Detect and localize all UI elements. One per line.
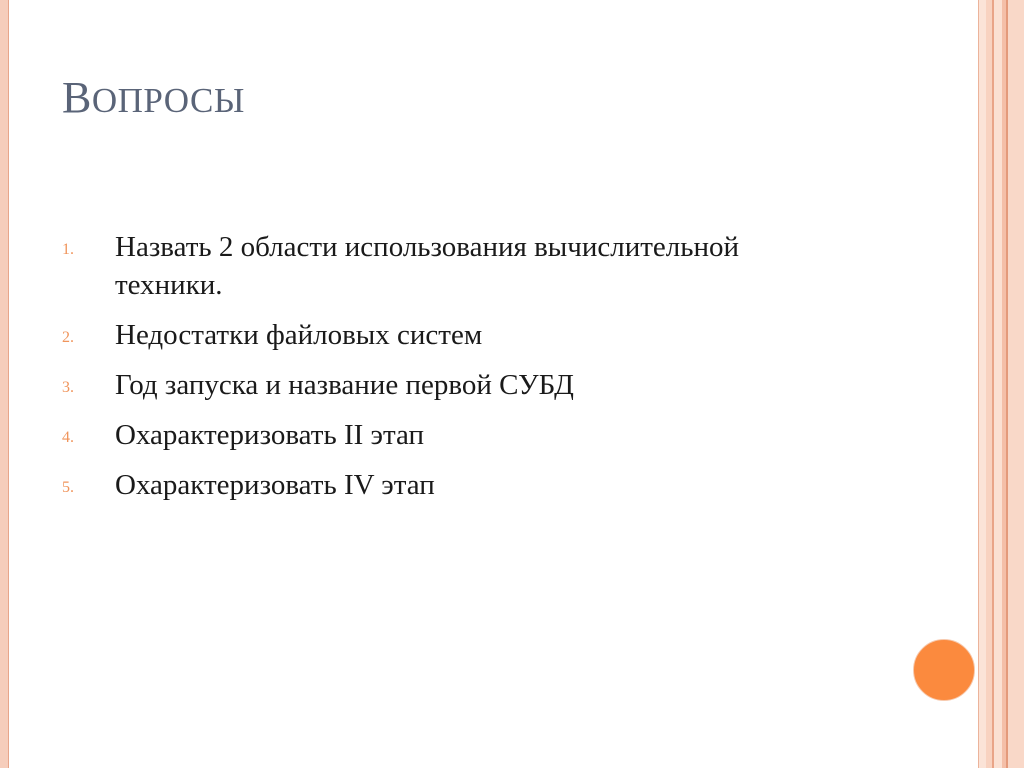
list-item-text: Год запуска и название первой СУБД (115, 369, 574, 401)
list-item-number: 2. (62, 329, 74, 346)
slide-title-rest: ОПРОСЫ (91, 81, 245, 120)
slide-title (62, 72, 245, 123)
right-border-stripe (978, 0, 986, 768)
list-item (62, 316, 762, 354)
list-item-number: 3. (62, 379, 74, 396)
right-border-stripe (994, 0, 1002, 768)
list-item (62, 416, 762, 454)
decorative-circle (913, 639, 975, 701)
list-item (62, 466, 762, 504)
question-list (62, 228, 762, 516)
list-item-number: 5. (62, 479, 74, 496)
list-item (62, 228, 762, 304)
list-item (62, 366, 762, 404)
list-item-number: 1. (62, 241, 74, 258)
list-item-text: Недостатки файловых систем (115, 319, 483, 351)
list-item-text: Назвать 2 области использования вычислительной техники. (115, 231, 740, 301)
slide-title-initial: В (62, 73, 92, 122)
list-item-number: 4. (62, 429, 74, 446)
list-item-text: Охарактеризовать II этап (115, 419, 424, 451)
right-border-stripe (1008, 0, 1024, 768)
list-item-text: Охарактеризовать IV этап (115, 469, 435, 501)
left-border (0, 0, 9, 768)
